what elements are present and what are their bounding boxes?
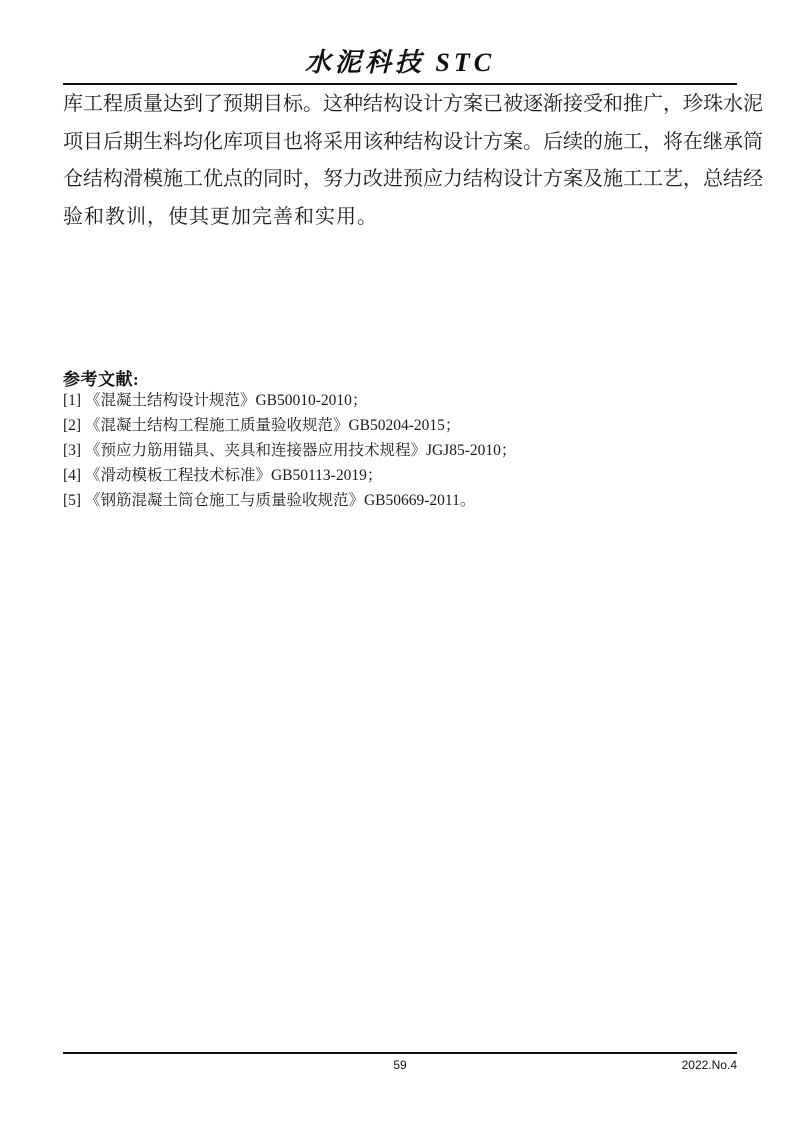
body-paragraph-line: 库工程质量达到了预期目标。这种结构设计方案已被逐渐接受和推广，珍珠水泥 [63, 93, 763, 115]
body-paragraph-line: 项目后期生料均化库项目也将采用该种结构设计方案。后续的施工，将在继承筒 [63, 130, 763, 153]
reference-item: [2] 《混凝土结构工程施工质量验收规范》GB50204-2015； [63, 417, 461, 434]
reference-item: [4] 《滑动模板工程技术标准》GB50113-2019； [63, 467, 383, 484]
header-rule [63, 83, 737, 85]
footer-page-number: 59 [393, 1058, 407, 1072]
body-paragraph [63, 86, 763, 236]
journal-title: 水泥科技 STC [304, 48, 496, 77]
references-list [63, 388, 737, 513]
body-paragraph-line: 仓结构滑模施工优点的同时，努力改进预应力结构设计方案及施工工艺，总结经 [63, 168, 763, 190]
footer-issue-label: 2022.No.4 [681, 1058, 737, 1072]
reference-item: [1] 《混凝土结构设计规范》GB50010-2010； [63, 392, 368, 409]
reference-item: [5] 《钢筋混凝土筒仓施工与质量验收规范》GB50669-2011。 [63, 492, 476, 509]
body-paragraph-line: 验和教训，使其更加完善和实用。 [63, 205, 378, 228]
references-heading: 参考文献: [63, 370, 140, 389]
footer-rule [63, 1052, 737, 1054]
reference-item: [3] 《预应力筋用锚具、夹具和连接器应用技术规程》JGJ85-2010； [63, 442, 517, 459]
